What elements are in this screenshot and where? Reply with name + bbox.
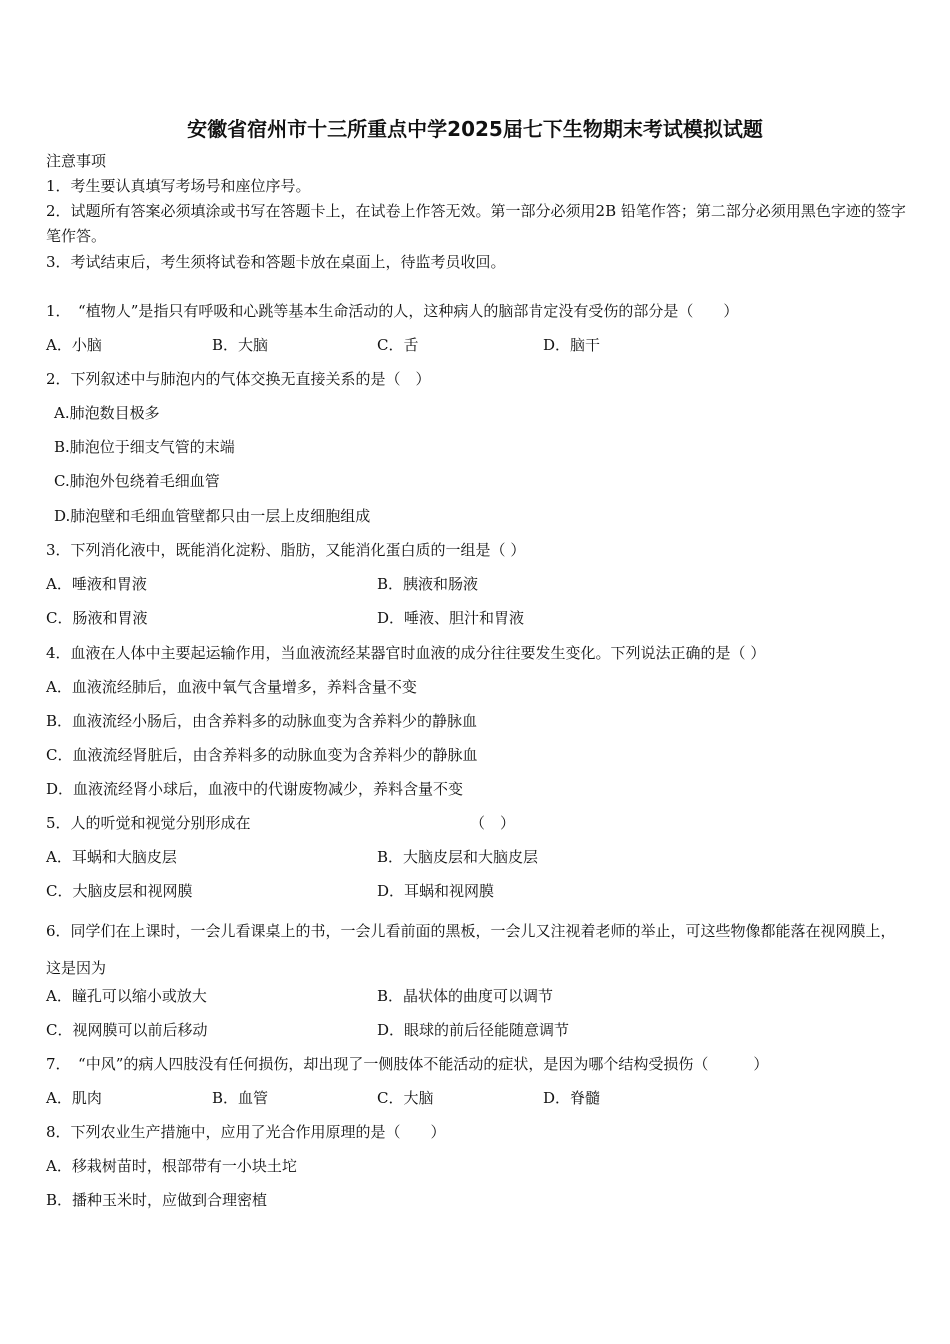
option-c: C．视网膜可以前后移动 bbox=[46, 1021, 208, 1039]
option-c: C．肠液和胃液 bbox=[46, 609, 148, 627]
option-a: A.肺泡数目极多 bbox=[54, 404, 160, 422]
option-c: C．舌 bbox=[377, 336, 419, 354]
option-d: D．脊髓 bbox=[543, 1089, 601, 1107]
option-c: C.肺泡外包绕着毛细血管 bbox=[54, 472, 220, 490]
question-options bbox=[46, 608, 906, 628]
page-title: 安徽省宿州市十三所重点中学2025届七下生物期末考试模拟试题 bbox=[187, 117, 763, 141]
option-d: D．耳蜗和视网膜 bbox=[377, 882, 495, 900]
option-a: A．移栽树苗时，根部带有一小块土坨 bbox=[46, 1157, 297, 1175]
option-b: B．晶状体的曲度可以调节 bbox=[377, 987, 554, 1005]
option-d: D.肺泡壁和毛细血管壁都只由一层上皮细胞组成 bbox=[54, 507, 371, 525]
option-c: C．大脑皮层和视网膜 bbox=[46, 882, 193, 900]
question-options bbox=[46, 847, 906, 867]
option-b: B．血液流经小肠后，由含养料多的动脉血变为含养料少的静脉血 bbox=[46, 712, 478, 730]
option-c: C．大脑 bbox=[377, 1089, 434, 1107]
notice-item: 3．考试结束后，考生须将试卷和答题卡放在桌面上，待监考员收回。 bbox=[46, 253, 506, 271]
question-stem: 5．人的听觉和视觉分别形成在 bbox=[46, 814, 251, 832]
answer-paren: （ ） bbox=[470, 814, 516, 832]
question-stem: 8．下列农业生产措施中，应用了光合作用原理的是（ ） bbox=[46, 1123, 446, 1141]
option-a: A．瞳孔可以缩小或放大 bbox=[46, 987, 207, 1005]
question-stem: 7． “中风”的病人四肢没有任何损伤，却出现了一侧肢体不能活动的症状，是因为哪个结构受损伤（ ） bbox=[46, 1055, 769, 1073]
option-d: D．血液流经肾小球后，血液中的代谢废物减少，养料含量不变 bbox=[46, 780, 464, 798]
option-b: B．血管 bbox=[212, 1089, 269, 1107]
question-options bbox=[46, 881, 906, 901]
notice-item: 1．考生要认真填写考场号和座位序号。 bbox=[46, 177, 311, 195]
question-stem: 2．下列叙述中与肺泡内的气体交换无直接关系的是（ ） bbox=[46, 370, 431, 388]
option-d: D．眼球的前后径能随意调节 bbox=[377, 1021, 570, 1039]
option-d: D．脑干 bbox=[543, 336, 601, 354]
question-options bbox=[46, 986, 906, 1006]
option-a: A．肌肉 bbox=[46, 1089, 102, 1107]
option-b: B．大脑 bbox=[212, 336, 269, 354]
option-b: B．播种玉米时，应做到合理密植 bbox=[46, 1191, 268, 1209]
option-b: B．胰液和肠液 bbox=[377, 575, 479, 593]
notice-heading: 注意事项 bbox=[46, 152, 107, 170]
option-a: A．小脑 bbox=[46, 336, 102, 354]
option-b: B．大脑皮层和大脑皮层 bbox=[377, 848, 539, 866]
option-b: B.肺泡位于细支气管的末端 bbox=[54, 438, 235, 456]
question-stem: 1． “植物人”是指只有呼吸和心跳等基本生命活动的人，这种病人的脑部肯定没有受伤的部分是（ ） bbox=[46, 302, 739, 320]
question-options bbox=[46, 1088, 906, 1108]
question-options bbox=[46, 335, 906, 355]
option-d: D．唾液、胆汁和胃液 bbox=[377, 609, 525, 627]
option-a: A．血液流经肺后，血液中氧气含量增多，养料含量不变 bbox=[46, 678, 417, 696]
option-a: A．耳蜗和大脑皮层 bbox=[46, 848, 177, 866]
option-a: A．唾液和胃液 bbox=[46, 575, 147, 593]
question-options bbox=[46, 1020, 906, 1040]
question-stem: 3．下列消化液中，既能消化淀粉、脂肪，又能消化蛋白质的一组是（ ） bbox=[46, 541, 526, 559]
question-stem: 6．同学们在上课时，一会儿看课桌上的书，一会儿看前面的黑板，一会儿又注视着老师的举止，可这些物像都能落在视网膜上，这是因为 bbox=[46, 922, 896, 977]
option-c: C．血液流经肾脏后，由含养料多的动脉血变为含养料少的静脉血 bbox=[46, 746, 478, 764]
notice-item: 2．试题所有答案必须填涂或书写在答题卡上，在试卷上作答无效。第一部分必须用2B 铅笔作答；第二部分必须用黑色字迹的签字笔作答。 bbox=[46, 202, 906, 245]
question-stem: 4．血液在人体中主要起运输作用，当血液流经某器官时血液的成分往往要发生变化。下列说法正确的是（ ） bbox=[46, 644, 766, 662]
question-options bbox=[46, 574, 906, 594]
